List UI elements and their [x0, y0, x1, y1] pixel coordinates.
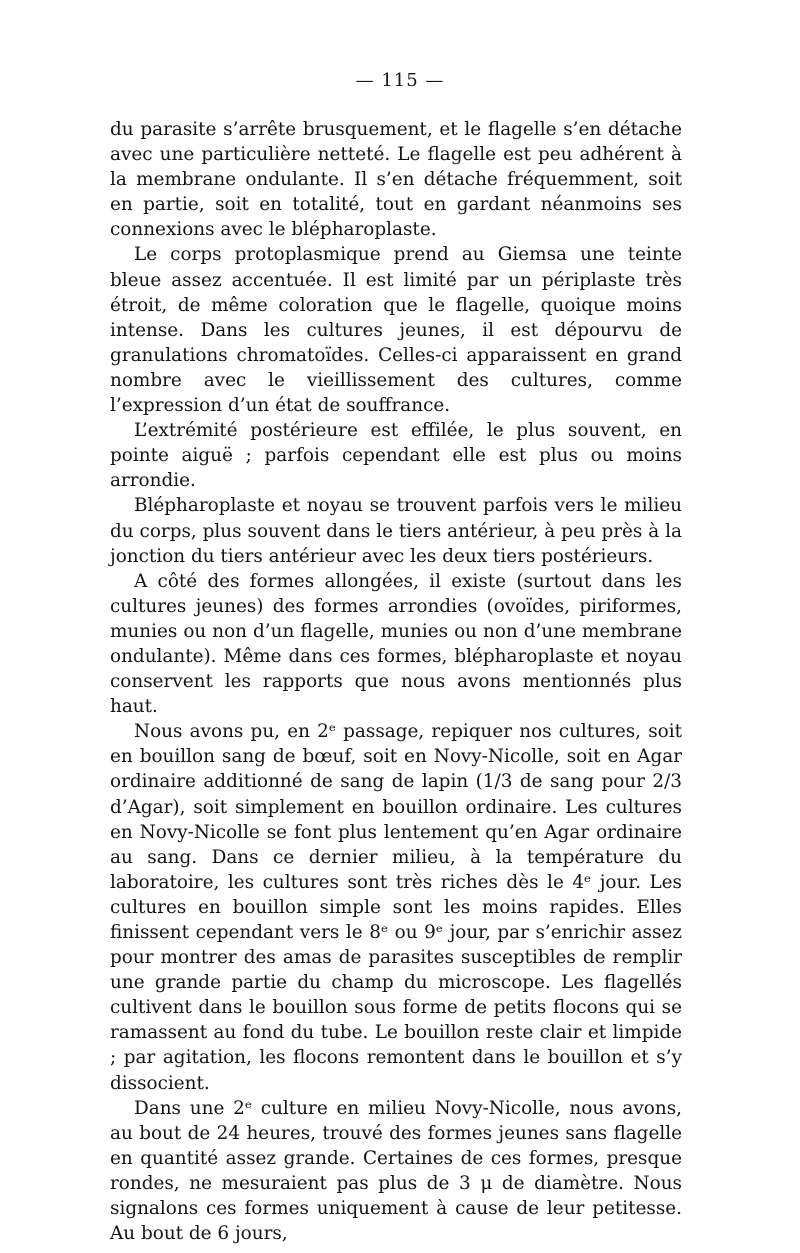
paragraph-2: Le corps protoplasmique prend au Giemsa une teinte bleue assez accentuée. Il est limité par un périplaste très étroit, de même coloration que le flagelle, quoique moins intense. Dans les cultures jeunes, il est dépourvu de granulations chromatoïdes. Celles-ci apparaissent en grand nombre avec le vieillissement des cultures, comme l’expression d’un état de souffrance. — [110, 244, 682, 417]
paragraph-1: du parasite s’arrête brusquement, et le flagelle s’en détache avec une particulière netteté. Le flagelle est peu adhérent à la membrane ondulante. Il s’en détache fréquemment, soit en partie, soit en totalité, tout en gardant néanmoins ses connexions avec le blépharoplaste. — [110, 119, 682, 241]
paragraph-4: Blépharoplaste et noyau se trouvent parfois vers le milieu du corps, plus souvent dans le tiers antérieur, à peu près à la jonction du tiers antérieur avec les deux tiers postérieurs. — [110, 495, 682, 567]
paragraph-6: Nous avons pu, en 2ᵉ passage, repiquer nos cultures, soit en bouillon sang de bœuf, soit en Novy-Nicolle, soit en Agar ordinaire additionné de sang de lapin (1/3 de sang pour 2/3 d’Agar), soit simplement en bouillon ordinaire. Les cultures en Novy-Nicolle se font plus lentement qu’en Agar ordinaire au sang. Dans ce dernier milieu, à la température du laboratoire, les cultures sont très riches dès le 4ᵉ jour. Les cultures en bouillon simple sont les moins rapides. Elles finissent cependant vers le 8ᵉ ou 9ᵉ jour, par s’enrichir assez pour montrer des amas de parasites susceptibles de remplir une grande partie du champ du microscope. Les flagellés cultivent dans le bouillon sous forme de petits flocons qui se ramassent au fond du tube. Le bouillon reste clair et limpide ; par agitation, les flocons remontent dans le bouillon et s’y dissocient. — [110, 721, 682, 1094]
paragraph-5: A côté des formes allongées, il existe (surtout dans les cultures jeunes) des formes arrondies (ovoïdes, piriformes, munies ou non d’un flagelle, munies ou non d’une membrane ondulante). Même dans ces formes, blépharoplaste et noyau conservent les rapports que nous avons mentionnés plus haut. — [110, 570, 682, 718]
paragraph-7: Dans une 2ᵉ culture en milieu Novy-Nicolle, nous avons, au bout de 24 heures, trouvé des formes jeunes sans flagelle en quantité assez grande. Certaines de ces formes, presque rondes, ne mesuraient pas plus de 3 μ de diamètre. Nous signalons ces formes uniquement à cause de leur petitesse. Au bout de 6 jours, — [110, 1097, 682, 1245]
page-number: — 115 — — [355, 70, 445, 91]
paragraph-3: L’extrémité postérieure est effilée, le plus souvent, en pointe aiguë ; parfois cependant elle est plus ou moins arrondie. — [110, 420, 682, 492]
page-body — [110, 117, 682, 1246]
